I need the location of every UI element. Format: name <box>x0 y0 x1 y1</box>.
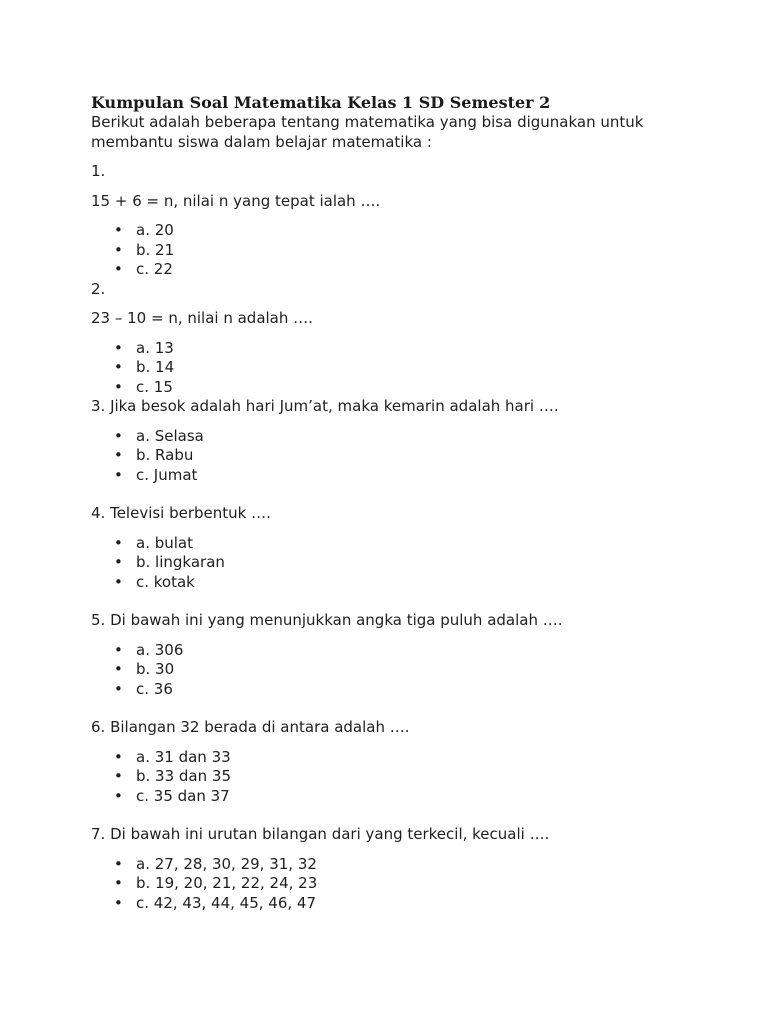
bullet-icon: • <box>114 240 123 259</box>
option-label: b. 30 <box>136 660 175 678</box>
option-label: a. Selasa <box>136 426 204 445</box>
option-label: b. 19, 20, 21, 22, 24, 23 <box>136 874 318 892</box>
bullet-icon: • <box>114 747 123 766</box>
bullet-icon: • <box>114 221 123 239</box>
question-7 <box>91 825 711 913</box>
question-text: 23 – 10 = n, nilai n adalah …. <box>91 309 313 327</box>
bullet-icon: • <box>114 533 123 552</box>
options-list <box>91 339 711 398</box>
option-item <box>91 446 711 466</box>
bullet-icon: • <box>114 786 123 805</box>
bullet-icon: • <box>114 660 123 678</box>
option-item <box>91 378 711 398</box>
option-label: b. 21 <box>136 240 175 259</box>
document-page <box>91 93 711 913</box>
option-item <box>91 534 711 554</box>
options-list <box>91 855 711 914</box>
option-item <box>91 894 711 914</box>
option-label: a. 31 dan 33 <box>136 747 231 766</box>
option-label: a. 13 <box>136 338 174 357</box>
option-item <box>91 874 711 894</box>
question-text: 5. Di bawah ini yang menunjukkan angka tiga puluh adalah …. <box>91 611 563 629</box>
option-label: c. 36 <box>136 679 173 698</box>
option-item <box>91 787 711 807</box>
option-label: b. 14 <box>136 358 175 376</box>
bullet-icon: • <box>114 260 123 278</box>
option-item <box>91 767 711 787</box>
question-6 <box>91 718 711 806</box>
option-item <box>91 855 711 875</box>
bullet-icon: • <box>114 553 123 571</box>
option-item <box>91 573 711 593</box>
bullet-icon: • <box>114 358 123 376</box>
options-list <box>91 221 711 280</box>
bullet-icon: • <box>114 854 123 873</box>
question-text: 4. Televisi berbentuk …. <box>91 504 271 522</box>
question-text: 15 + 6 = n, nilai n yang tepat ialah …. <box>91 191 381 210</box>
option-label: b. lingkaran <box>136 553 225 571</box>
option-item <box>91 680 711 700</box>
bullet-icon: • <box>114 640 123 659</box>
bullet-icon: • <box>114 767 123 785</box>
option-label: c. 22 <box>136 260 173 278</box>
option-item <box>91 260 711 280</box>
option-label: c. 15 <box>136 377 173 396</box>
bullet-icon: • <box>114 446 123 464</box>
options-list <box>91 748 711 807</box>
bullet-icon: • <box>114 377 123 396</box>
options-list <box>91 534 711 593</box>
option-item <box>91 748 711 768</box>
option-label: a. 306 <box>136 640 184 659</box>
question-text: 7. Di bawah ini urutan bilangan dari yang terkecil, kecuali …. <box>91 825 550 843</box>
option-item <box>91 660 711 680</box>
question-number: 1. <box>91 162 106 180</box>
options-list <box>91 641 711 700</box>
question-text: 6. Bilangan 32 berada di antara adalah …. <box>91 718 410 736</box>
bullet-icon: • <box>114 572 123 591</box>
option-label: c. 35 dan 37 <box>136 786 230 805</box>
option-label: c. 42, 43, 44, 45, 46, 47 <box>136 893 316 912</box>
question-5 <box>91 611 711 699</box>
option-item <box>91 221 711 241</box>
bullet-icon: • <box>114 338 123 357</box>
option-item <box>91 358 711 378</box>
question-2 <box>91 280 711 398</box>
option-label: c. Jumat <box>136 465 198 484</box>
option-item <box>91 466 711 486</box>
bullet-icon: • <box>114 893 123 912</box>
question-3 <box>91 397 711 485</box>
options-list <box>91 427 711 486</box>
question-1 <box>91 162 711 280</box>
option-label: c. kotak <box>136 572 195 591</box>
option-item <box>91 553 711 573</box>
option-item <box>91 427 711 447</box>
option-label: a. bulat <box>136 533 193 552</box>
bullet-icon: • <box>114 679 123 698</box>
document-intro: Berikut adalah beberapa tentang matematika yang bisa digunakan untuk membantu siswa dalam belajar matematika : <box>91 113 644 151</box>
bullet-icon: • <box>114 465 123 484</box>
option-label: a. 27, 28, 30, 29, 31, 32 <box>136 854 317 873</box>
question-4 <box>91 504 711 592</box>
option-label: b. 33 dan 35 <box>136 767 231 785</box>
question-number: 2. <box>91 279 106 298</box>
option-item <box>91 241 711 261</box>
option-label: a. 20 <box>136 221 174 239</box>
bullet-icon: • <box>114 874 123 892</box>
option-label: b. Rabu <box>136 446 194 464</box>
option-item <box>91 339 711 359</box>
option-item <box>91 641 711 661</box>
document-title: Kumpulan Soal Matematika Kelas 1 SD Semester 2 <box>91 93 551 112</box>
bullet-icon: • <box>114 426 123 445</box>
question-text: 3. Jika besok adalah hari Jum’at, maka kemarin adalah hari …. <box>91 397 559 415</box>
